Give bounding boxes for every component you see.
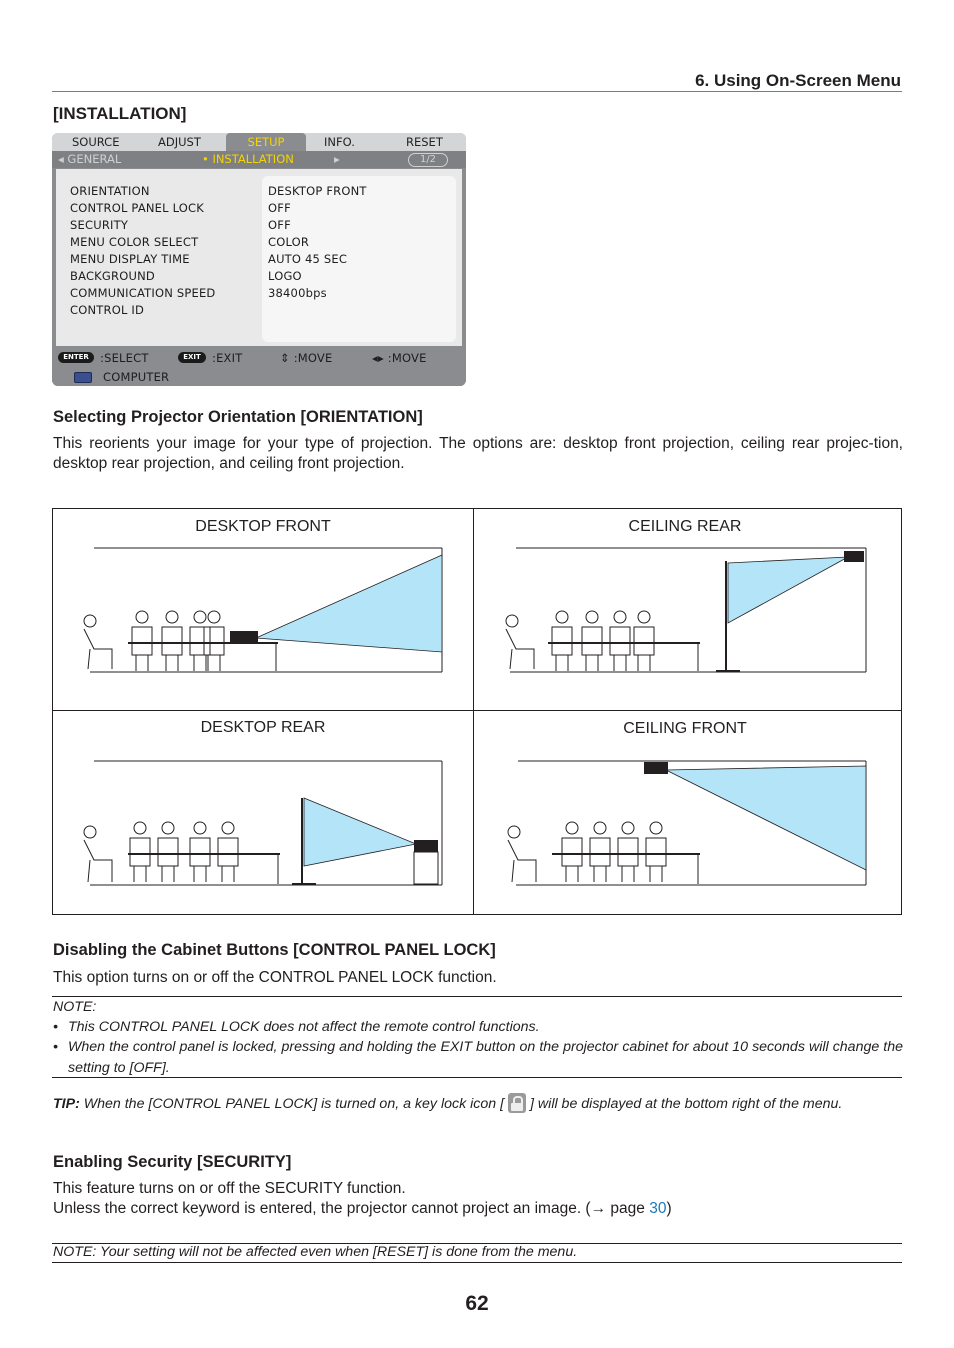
tip-text-before: When the [CONTROL PANEL LOCK] is turned on, a key lock icon [	[79, 1096, 505, 1112]
cell-label-desktop-front: DESKTOP FRONT	[195, 518, 331, 535]
running-header: 6. Using On-Screen Menu	[695, 71, 901, 90]
bullet-dot: •	[53, 1019, 58, 1035]
security-text-2-main: Unless the correct keyword is entered, the projector cannot project an image. (→ page	[53, 1200, 650, 1217]
osd-item-value: LOGO	[268, 269, 302, 283]
osd-body	[56, 169, 462, 346]
osd-item-value: COLOR	[268, 235, 310, 249]
osd-help-exit: :EXIT	[212, 351, 243, 365]
header-rule	[52, 91, 902, 92]
osd-item-value: OFF	[268, 201, 291, 215]
osd-item-label: SECURITY	[70, 218, 129, 232]
osd-sub-installation: • INSTALLATION	[202, 152, 294, 166]
page-link[interactable]: 30	[649, 1200, 667, 1217]
tip-line	[53, 1093, 903, 1114]
osd-sub-arrow: ▸	[334, 152, 340, 166]
osd-item-label: MENU DISPLAY TIME	[70, 252, 190, 266]
osd-item-label: COMMUNICATION SPEED	[70, 286, 216, 300]
osd-sub-general: ◂ GENERAL	[58, 152, 122, 166]
computer-input-icon	[74, 372, 92, 383]
note-bullet-text: This CONTROL PANEL LOCK does not affect the remote control functions.	[68, 1019, 540, 1035]
exit-key-icon: EXIT	[178, 352, 206, 363]
cell-label-desktop-rear: DESKTOP REAR	[200, 719, 326, 736]
security-heading: Enabling Security [SECURITY]	[53, 1153, 292, 1171]
osd-tab-reset: RESET	[406, 135, 443, 149]
cell-label-ceiling-front: CEILING FRONT	[623, 720, 747, 737]
section-title: [INSTALLATION]	[53, 104, 187, 123]
osd-help-bar	[52, 349, 466, 367]
osd-item-value: 38400bps	[268, 286, 327, 300]
osd-tab-adjust: ADJUST	[158, 135, 201, 149]
osd-tab-info: INFO.	[324, 135, 355, 149]
osd-item-value: AUTO 45 SEC	[268, 252, 348, 266]
note-bullet	[53, 1037, 903, 1077]
osd-item-label: CONTROL ID	[70, 303, 145, 317]
cell-label-ceiling-rear: CEILING REAR	[628, 518, 742, 535]
orientation-text: This reorients your image for your type of projection. The options are: desktop front projection, ceiling rear projec-tion, desktop rear projection, and ceiling front projection.	[53, 435, 903, 472]
table-divider-horizontal	[52, 710, 902, 711]
osd-item-label: BACKGROUND	[70, 269, 155, 283]
note-bullet	[53, 1017, 903, 1037]
ceiling-rear-illustration	[500, 545, 870, 675]
osd-item-label: ORIENTATION	[70, 184, 150, 198]
ceiling-front-illustration	[500, 758, 870, 888]
osd-help-move-horizontal: ◂▸ :MOVE	[372, 351, 427, 365]
tip-text-after: ] will be displayed at the bottom right of the menu.	[530, 1096, 843, 1112]
note-bullet-text: When the control panel is locked, pressing and holding the EXIT button on the projector cabinet for about 10 seconds will change the setting to [OFF].	[68, 1039, 903, 1076]
osd-source-label: COMPUTER	[103, 370, 170, 384]
osd-page-indicator: 1/2	[408, 153, 448, 167]
desktop-front-illustration	[80, 545, 450, 675]
desktop-rear-illustration	[80, 758, 450, 888]
osd-source-bar	[52, 368, 466, 386]
osd-item-value: OFF	[268, 218, 291, 232]
osd-help-select: :SELECT	[100, 351, 149, 365]
security-note: NOTE: Your setting will not be affected even when [RESET] is done from the menu.	[53, 1244, 578, 1260]
security-text-1: This feature turns on or off the SECURITY function.	[53, 1180, 406, 1197]
osd-tab-bar	[52, 133, 466, 151]
osd-item-value: DESKTOP FRONT	[268, 184, 367, 198]
orientation-heading: Selecting Projector Orientation [ORIENTATION]	[53, 408, 423, 426]
tip-label: TIP:	[53, 1096, 80, 1112]
bullet-dot: •	[53, 1039, 58, 1055]
osd-item-label: CONTROL PANEL LOCK	[70, 201, 205, 215]
security-note-rule-bottom	[52, 1262, 902, 1263]
panel-lock-heading: Disabling the Cabinet Buttons [CONTROL PANEL LOCK]	[53, 941, 496, 959]
security-text-2	[53, 1199, 903, 1219]
osd-tab-setup: SETUP	[226, 133, 306, 151]
key-lock-icon	[508, 1093, 526, 1113]
osd-menu	[52, 133, 466, 386]
enter-key-icon: ENTER	[58, 352, 94, 363]
osd-tab-source: SOURCE	[72, 135, 120, 149]
note-label: NOTE:	[53, 999, 97, 1015]
table-divider-vertical	[473, 508, 474, 915]
panel-lock-text: This option turns on or off the CONTROL PANEL LOCK function.	[53, 969, 497, 986]
osd-help-move-vertical: ⇕ :MOVE	[280, 351, 333, 365]
osd-item-label: MENU COLOR SELECT	[70, 235, 199, 249]
osd-subpage-bar	[52, 151, 466, 168]
note-rule-bottom	[52, 1077, 902, 1078]
security-text-2-end: )	[666, 1200, 672, 1217]
page-number: 62	[465, 1292, 489, 1315]
